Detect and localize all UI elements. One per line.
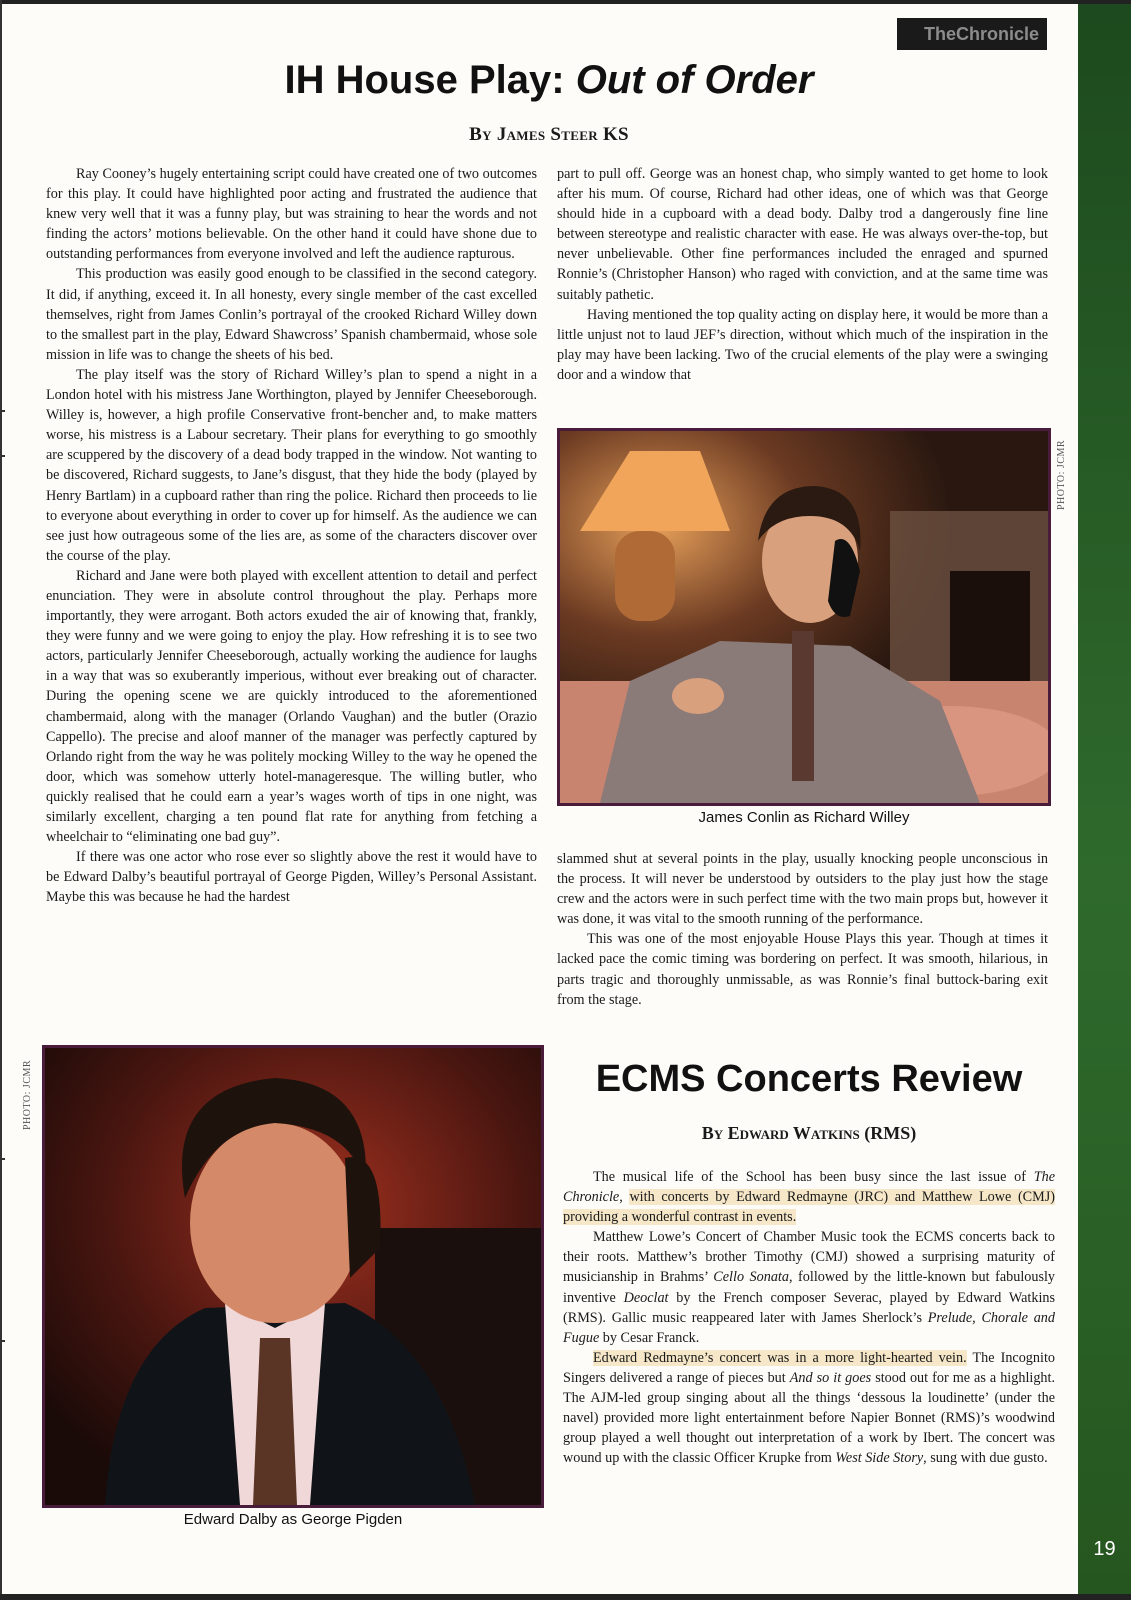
paragraph: Matthew Lowe’s Concert of Chamber Music took the ECMS concerts back to their roots. Matthew’s brother Timothy (CMJ) showed a surprising maturity of musicianship in Brahms’ Cello Sonata, followed by the little-known but fabulously inventive Deoclat by the French composer Severac, played by Edward Watkins (RMS). Gallic music reappeared later with James Sherlock’s Prelude, Chorale and Fugue by Cesar Franck. xyxy=(563,1229,1056,1346)
paragraph: The musical life of the School has been busy since the last issue of The Chronicle, with concerts by Edward Redmayne (JRC) and Matthew Lowe (CMJ) providing a wonderful contrast in events. xyxy=(563,1169,1056,1226)
paragraph: part to pull off. George was an honest chap, who simply wanted to get home to look after his mum. Of course, Richard had other ideas, one of which was that George should hide in a cupboard with a dead body. Dalby trod a dangerously fine line between stereotype and realistic character with ease. He was always over-the-top, but never unbelievable. Other fine performances included the enraged and spurned Ronnie’s (Christopher Hanson) who raged with conviction, and at the same time was suitably pathetic. xyxy=(557,166,1048,303)
margin-tick xyxy=(0,410,5,412)
article2-byline: By Edward Watkins (RMS) xyxy=(701,1123,917,1143)
page-number: 19 xyxy=(1093,1538,1116,1560)
margin-tick xyxy=(0,455,5,457)
paragraph: This production was easily good enough to be classified in the second category. It did, if anything, exceed it. In all honesty, every single member of the cast excelled themselves, right from James Conlin’s portrayal of the crooked Richard Willey down to the smallest part in the play, Edward Shawcross’ Spanish chambermaid, whose sole mission in life was to change the sheets of his bed. xyxy=(46,266,537,363)
bottom-rule xyxy=(0,1594,1131,1600)
photo-caption: James Conlin as Richard Willey xyxy=(698,809,910,826)
photo-edward-dalby-illustration xyxy=(45,1048,541,1505)
paragraph: Edward Redmayne’s concert was in a more light-hearted vein. The Incognito Singers delivered a range of pieces but And so it goes stood out for me as a highlight. The AJM-led group singing about all the things ‘dessous la loudinette’ (under the navel) provided more light entertainment before Napier Bonnet (RMS)’s woodwind group played a well thought out interpretation of a work by Ibert. The concert was wound up with the classic Officer Krupke from West Side Story, sung with due gusto. xyxy=(563,1349,1055,1467)
highlighted-text: Edward Redmayne’s concert was in a more light-hearted vein. xyxy=(593,1349,967,1366)
photo-james-conlin-illustration xyxy=(560,431,1048,803)
paragraph: The play itself was the story of Richard Willey’s plan to spend a night in a London hotel with his mistress Jane Worthington, played by Jennifer Cheeseborough. Willey is, however, a high profile Conservative front-bencher and, to make matters worse, his mistress is a Labour secretary. Their plans for everything to go smoothly are scuppered by the discovery of a dead body trapped in the window. Not wanting to be discovered, Richard suggests, to Jane’s disgust, that they hide the body (played by Henry Bartlam) in a cupboard rather than ring the police. Richard then proceeds to lie to everyone about everything in order to cover up for himself. As the audience we can see just how outrageous some of the lies are, as some of the characters discover over the course of the play. xyxy=(46,366,537,564)
publication-tag: TheChronicle xyxy=(897,18,1047,50)
article1-right-column-top xyxy=(557,164,1048,385)
photo-credit: PHOTO: JCMR xyxy=(22,1059,33,1130)
article1-title: IH House Play: Out of Order xyxy=(284,58,814,102)
photo-caption: Edward Dalby as George Pigden xyxy=(183,1511,403,1528)
paragraph: slammed shut at several points in the play, usually knocking people unconscious in the process. It will never be understood by outsiders to the play just how the stage crew and the actors were in such perfect time with the two main props but, however it was done, it was vital to the smooth running of the performance. xyxy=(557,851,1048,928)
margin-tick xyxy=(0,1158,5,1160)
highlighted-text: with concerts by Edward Redmayne (JRC) and Matthew Lowe (CMJ) providing a wonderful contrast in events. xyxy=(563,1189,1056,1226)
paragraph: This was one of the most enjoyable House Plays this year. Though at times it lacked pace the comic timing was bordering on perfect. It was smooth, hilarious, in parts tragic and thoroughly unmissable, as was Ronnie’s final buttock-baring exit from the stage. xyxy=(557,931,1048,1008)
top-rule xyxy=(0,0,1131,4)
paragraph: If there was one actor who rose ever so slightly above the rest it would have to be Edward Dalby’s beautiful portrayal of George Pigden, Willey’s Personal Assistant. Maybe this was because he had the hardest xyxy=(46,849,537,906)
green-edge-bar xyxy=(1078,4,1131,1594)
paragraph: Ray Cooney’s hugely entertaining script could have created one of two outcomes for this play. It could have highlighted poor acting and frustrated the audience that knew very well that it was a funny play, but was straining to hear the words and not finding the actors’ motions believable. On the other hand it could have shone due to outstanding performances from everyone involved and left the audience rapturous. xyxy=(46,166,537,263)
paragraph: Richard and Jane were both played with excellent attention to detail and perfect enunciation. They were in absolute control throughout the play. Perhaps more importantly, they were arrogant. Both actors exuded the air of knowing that, frankly, they were funny and we were going to enjoy the play. How refreshing it is to see two actors, particularly Jennifer Cheeseborough, actually working the audience for laughs in a way that was so exuberantly imperious, without ever breaking out of character. During the opening scene we are quickly introduced to the aforementioned chambermaid, along with the manager (Orlando Vaughan) and the butler (Orazio Cappello). The precise and aloof manner of the manager was perfectly captured by Orlando right from the way he was politely mocking Willey to the way he opened the door, which was somehow utterly hotel-manageresque. The willing butler, who quickly realised that he could earn a year’s wages worth of tips in one night, was similarly excellent, charging a ten pound flat rate for anything from fetching a wheelchair to “eliminating one bad guy”. xyxy=(46,567,537,846)
article1-right-column-bottom xyxy=(557,849,1048,1010)
article2-column xyxy=(563,1167,1055,1468)
article1-title-italic: Out of Order xyxy=(575,58,814,102)
photo-james-conlin xyxy=(557,428,1051,806)
article2-title: ECMS Concerts Review xyxy=(595,1058,1023,1100)
paragraph: Having mentioned the top quality acting on display here, it would be more than a little unjust not to laud JEF’s direction, without which much of the inspiration in the play may have been lacking. Two of the crucial elements of the play were a swinging door and a window that xyxy=(557,306,1048,383)
photo-credit: PHOTO: JCMR xyxy=(1056,439,1067,510)
left-rule xyxy=(0,0,2,1600)
article1-byline: By James Steer KS xyxy=(469,124,629,145)
article1-left-column xyxy=(46,164,537,907)
margin-tick xyxy=(0,1340,5,1342)
photo-edward-dalby xyxy=(42,1045,544,1508)
